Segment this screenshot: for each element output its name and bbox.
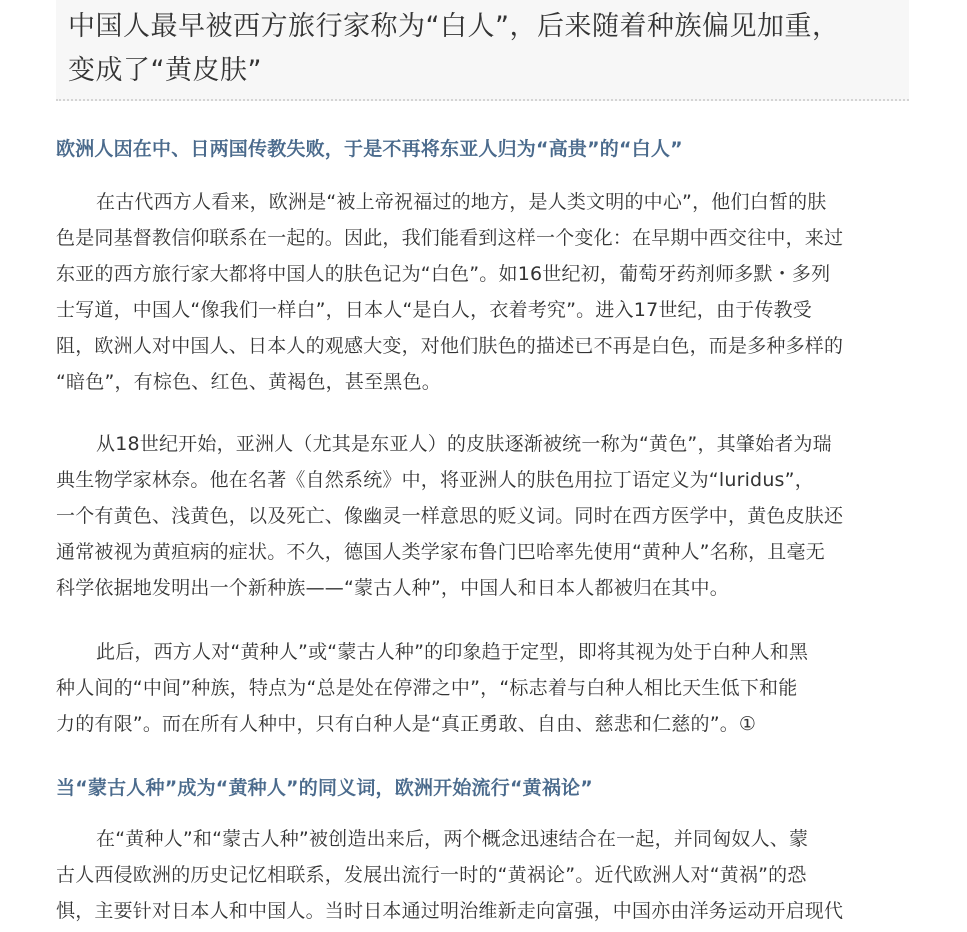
paragraph-line: 科学依据地发明出一个新种族——“蒙古人种”，中国人和日本人都被归在其中。: [56, 577, 729, 599]
paragraph-3: [56, 634, 909, 742]
paragraph-2: [56, 426, 909, 606]
paragraph-1: [56, 184, 909, 400]
paragraph-4: [56, 821, 909, 929]
paragraph-line: 士写道，中国人“像我们一样白”，日本人“是白人，衣着考究”。进入17世纪，由于传教受: [56, 299, 812, 321]
article-title-box: [56, 0, 909, 101]
paragraph-line: 力的有限”。而在所有人种中，只有白种人是“真正勇敢、自由、慈悲和仁慈的”。①: [56, 713, 757, 735]
paragraph-line: 阻，欧洲人对中国人、日本人的观感大变，对他们肤色的描述已不再是白色，而是多种多样的: [56, 335, 844, 357]
section-heading-2: 当“蒙古人种”成为“黄种人”的同义词，欧洲开始流行“黄祸论”: [56, 777, 593, 799]
paragraph-line: 种人间的“中间”种族，特点为“总是处在停滞之中”，“标志着与白种人相比天生低下和能: [56, 677, 798, 699]
paragraph-line: 惧，主要针对日本人和中国人。当时日本通过明治维新走向富强，中国亦由洋务运动开启现代: [56, 900, 844, 922]
paragraph-line: 古人西侵欧洲的历史记忆相联系，发展出流行一时的“黄祸论”。近代欧洲人对“黄祸”的恐: [56, 864, 807, 886]
paragraph-line: 典生物学家林奈。他在名著《自然系统》中，将亚洲人的肤色用拉丁语定义为“luridus”，: [56, 469, 814, 491]
article-title-line-1: 中国人最早被西方旅行家称为“白人”，后来随着种族偏见加重，: [68, 11, 840, 42]
paragraph-line: 在古代西方人看来，欧洲是“被上帝祝福过的地方，是人类文明的中心”，他们白皙的肤: [96, 191, 827, 213]
paragraph-line: 色是同基督教信仰联系在一起的。因此，我们能看到这样一个变化：在早期中西交往中，来过: [56, 227, 844, 249]
paragraph-line: 通常被视为黄疸病的症状。不久，德国人类学家布鲁门巴哈率先使用“黄种人”名称，且毫无: [56, 541, 825, 563]
paragraph-line: 从18世纪开始，亚洲人（尤其是东亚人）的皮肤逐渐被统一称为“黄色”，其肇始者为瑞: [96, 433, 832, 455]
section-heading-1: 欧洲人因在中、日两国传教失败，于是不再将东亚人归为“高贵”的“白人”: [56, 138, 683, 160]
article-title-line-2: 变成了“黄皮肤”: [68, 55, 262, 86]
paragraph-line: 东亚的西方旅行家大都将中国人的肤色记为“白色”。如16世纪初，葡萄牙药剂师多默・多列: [56, 263, 831, 285]
paragraph-line: “暗色”，有棕色、红色、黄褐色，甚至黑色。: [56, 371, 441, 393]
paragraph-line: 此后，西方人对“黄种人”或“蒙古人种”的印象趋于定型，即将其视为处于白种人和黑: [96, 641, 809, 663]
paragraph-line: 在“黄种人”和“蒙古人种”被创造出来后，两个概念迅速结合在一起，并同匈奴人、蒙: [96, 828, 809, 850]
paragraph-line: 一个有黄色、浅黄色，以及死亡、像幽灵一样意思的贬义词。同时在西方医学中，黄色皮肤还: [56, 505, 844, 527]
